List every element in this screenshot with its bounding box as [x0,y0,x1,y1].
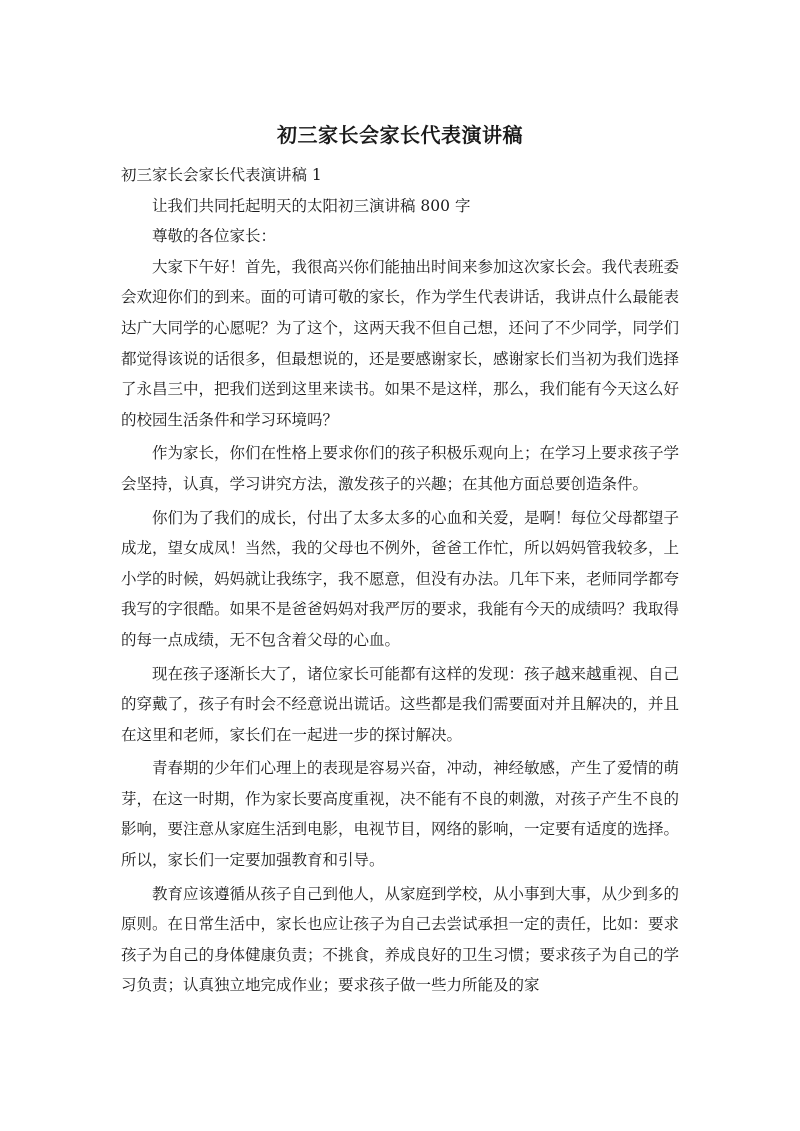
section-subheading: 初三家长会家长代表演讲稿 1 [121,166,322,184]
paragraph-parents-role: 作为家长，你们在性格上要求你们的孩子积极乐观向上；在学习上要求孩子学会坚持，认真，学习讲究方法，激发孩子的兴趣；在其他方面总要创造条件。 [121,444,680,493]
paragraph-greeting: 大家下午好！首先，我很高兴你们能抽出时间来参加这次家长会。我代表班委会欢迎你们的到来。面的可请可敬的家长，作为学生代表讲话，我讲点什么最能表达广大同学的心愿呢？为了这个，这两天我不但自己想，还问了不少同学，同学们都觉得该说的话很多，但最想说的，还是要感谢家长，感谢家长们当初为我们选择了永昌三中，把我们送到这里来读书。如果不是这样，那么，我们能有今天这么好的校园生活条件和学习环境吗？ [121,257,680,429]
paragraph-salutation: 尊敬的各位家长： [152,227,277,246]
document-title: 初三家长会家长代表演讲稿 [277,123,523,147]
paragraph-speech-title: 让我们共同托起明天的太阳初三演讲稿 800 字 [152,196,471,215]
paragraph-education-principle: 教育应该遵循从孩子自己到他人，从家庭到学校，从小事到大事，从少到多的原则。在日常生活中，家长也应让孩子为自己去尝试承担一定的责任，比如：要求孩子为自己的身体健康负责；不挑食，养成良好的卫生习惯；要求孩子为自己的学习负责；认真独立地完成作业；要求孩子做一些力所能及的家 [121,884,680,995]
paragraph-children-growth: 现在孩子逐渐长大了，诸位家长可能都有这样的发现：孩子越来越重视、自己的穿戴了，孩子有时会不经意说出谎话。这些都是我们需要面对并且解决的，并且在这里和老师，家长们在一起进一步的探讨解决。 [121,664,680,744]
paragraph-parents-care: 你们为了我们的成长，付出了太多太多的心血和关爱，是啊！每位父母都望子成龙，望女成凤！当然，我的父母也不例外，爸爸工作忙，所以妈妈管我较多，上小学的时候，妈妈就让我练字，我不愿意，但没有办法。几年下来，老师同学都夸我写的字很酷。如果不是爸爸妈妈对我严厉的要求，我能有今天的成绩吗？我取得的每一点成绩，无不包含着父母的心血。 [121,508,680,649]
document-body [121,160,679,1004]
paragraph-adolescence: 青春期的少年们心理上的表现是容易兴奋，冲动，神经敏感，产生了爱情的萌芽，在这一时期，作为家长要高度重视，决不能有不良的刺激，对孩子产生不良的影响，要注意从家庭生活到电影，电视节目，网络的影响，一定要有适度的选择。所以，家长们一定要加强教育和引导。 [121,759,680,870]
